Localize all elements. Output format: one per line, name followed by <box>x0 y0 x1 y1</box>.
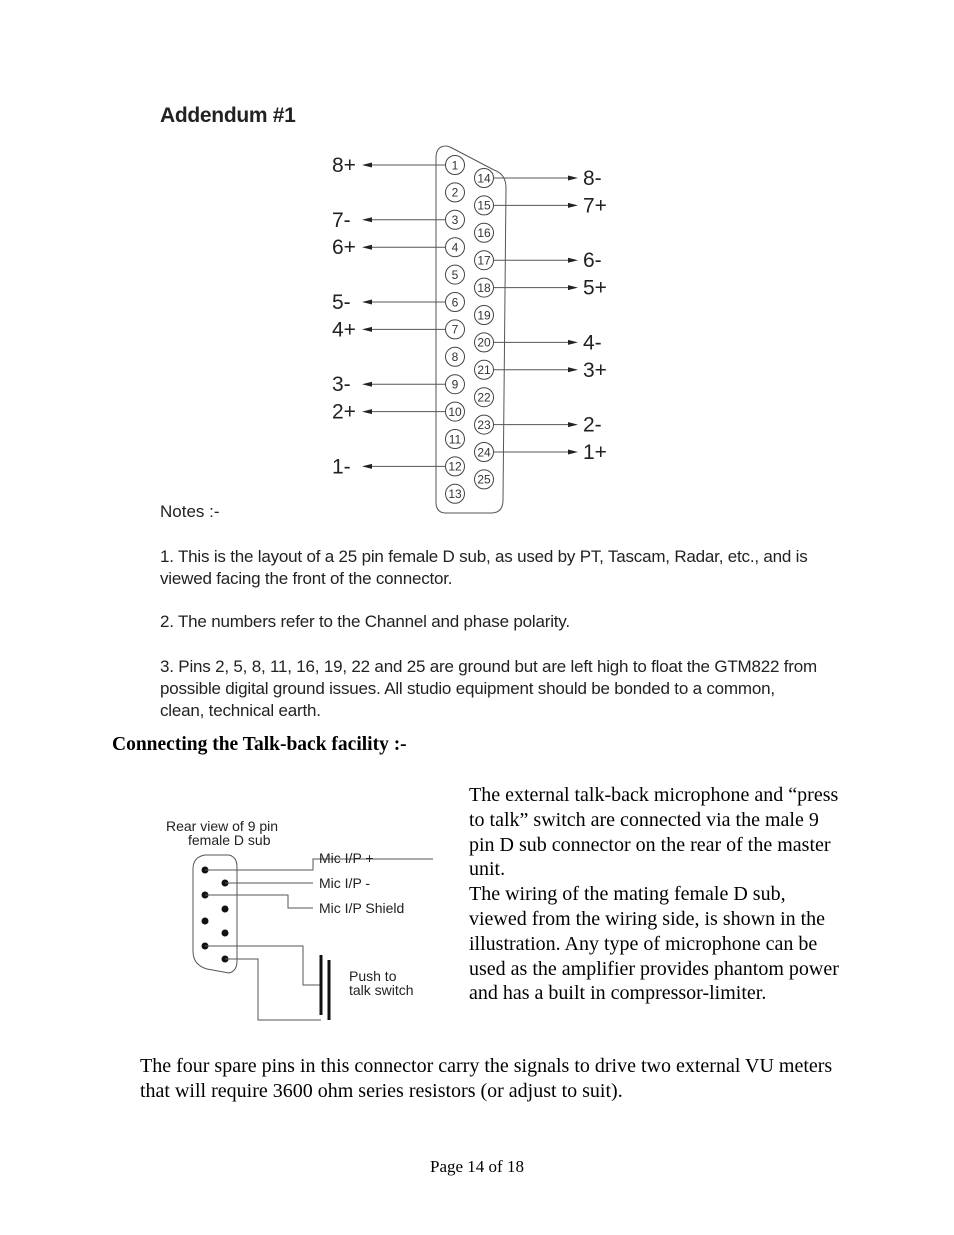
mic-minus-label: Mic I/P - <box>319 875 371 891</box>
pin-6 <box>446 293 465 312</box>
addendum-title: Addendum #1 <box>160 104 296 127</box>
channel-label-right <box>494 359 607 382</box>
channel-label: 4+ <box>332 318 356 342</box>
arrow-icon <box>568 285 578 290</box>
channel-label-left <box>332 318 446 341</box>
channel-label: 5+ <box>583 276 607 300</box>
channel-label: 5- <box>332 291 351 314</box>
pin-number: 13 <box>448 487 462 502</box>
channel-label-right <box>494 249 602 272</box>
channel-label-left <box>332 373 446 396</box>
arrow-icon <box>362 327 372 332</box>
pin-number: 17 <box>477 253 491 268</box>
pin-number: 18 <box>477 280 491 295</box>
pin-7 <box>446 320 465 339</box>
d9-pin <box>202 918 209 925</box>
pin-24 <box>475 443 494 462</box>
arrow-icon <box>362 464 372 469</box>
channel-label: 2+ <box>332 400 356 424</box>
ptt-label-line2: talk switch <box>349 982 414 998</box>
pin-19 <box>475 306 494 325</box>
d9-wire-ptt-a <box>205 946 321 985</box>
channel-label: 1+ <box>583 441 607 464</box>
channel-label-right <box>494 331 602 354</box>
pin-22 <box>475 388 494 407</box>
arrow-icon <box>362 245 372 250</box>
channel-label-right <box>494 167 602 190</box>
pin-number: 3 <box>451 213 459 228</box>
pin-number: 19 <box>477 308 491 323</box>
pin-10 <box>446 402 465 421</box>
pin-number: 25 <box>477 472 491 487</box>
dsub25-pinout-diagram <box>300 140 640 520</box>
channel-label: 6- <box>583 249 602 273</box>
arrow-icon <box>568 203 578 208</box>
pin-number: 16 <box>477 226 491 241</box>
pin-number: 14 <box>477 171 491 186</box>
pin-number: 24 <box>477 445 491 460</box>
pin-number: 6 <box>451 295 459 310</box>
arrow-icon <box>568 367 578 372</box>
pin-5 <box>446 265 465 284</box>
pin-number: 11 <box>448 432 462 447</box>
channel-label: 2- <box>583 413 602 437</box>
pin-25 <box>475 470 494 489</box>
pin-number: 15 <box>477 198 491 213</box>
pin-11 <box>446 430 465 449</box>
spare-pins-paragraph: The four spare pins in this connector carry the signals to drive two external VU meters that will require 3600 ohm series resistors (or adjust to suit). <box>140 1055 833 1102</box>
arrow-icon <box>362 300 372 305</box>
note-1: 1. This is the layout of a 25 pin female D sub, as used by PT, Tascam, Radar, etc., and is viewed facing the front of the connector. <box>160 547 808 588</box>
page-number: Page 14 of 18 <box>430 1157 524 1176</box>
talkback-heading: Connecting the Talk-back facility :- <box>112 734 407 755</box>
arrow-icon <box>362 163 372 168</box>
channel-label: 3+ <box>583 358 607 382</box>
pin-number: 8 <box>451 350 459 365</box>
pin-3 <box>446 210 465 229</box>
d9-shell <box>193 855 237 973</box>
pin-14 <box>475 169 494 188</box>
pin-number: 4 <box>451 240 459 255</box>
pin-16 <box>475 223 494 242</box>
channel-label-right <box>494 277 607 300</box>
pin-8 <box>446 347 465 366</box>
arrow-icon <box>362 382 372 387</box>
pin-number: 23 <box>477 417 491 432</box>
note-3: 3. Pins 2, 5, 8, 11, 16, 19, 22 and 25 are ground but are left high to float the GTM822 from possible digital ground issues. All studio equipment should be bonded to a common, clean, technical earth. <box>160 657 817 720</box>
d9-wire-ptt-b <box>225 959 321 1020</box>
pin-number: 12 <box>448 459 462 474</box>
dsub9-wiring-diagram <box>143 785 433 1050</box>
channel-label-right <box>494 441 607 464</box>
d9-pin <box>222 930 229 937</box>
d9-title-line2: female D sub <box>188 832 271 848</box>
arrow-icon <box>568 450 578 455</box>
channel-label-left <box>332 209 446 232</box>
pin-4 <box>446 238 465 257</box>
ptt-label-line1: Push to <box>349 968 397 984</box>
channel-label-right <box>494 414 602 437</box>
pin-17 <box>475 251 494 270</box>
pin-13 <box>446 484 465 503</box>
pin-number: 5 <box>451 267 459 282</box>
channel-label: 3- <box>332 373 351 397</box>
pin-number: 2 <box>451 185 459 200</box>
arrow-icon <box>568 258 578 263</box>
channel-label: 8- <box>583 167 602 190</box>
mic-shield-label: Mic I/P Shield <box>319 900 405 916</box>
pin-18 <box>475 278 494 297</box>
d9-wire-mic-shield <box>205 895 313 908</box>
pin-number: 1 <box>451 158 459 173</box>
channel-label-right <box>494 194 607 217</box>
notes-title: Notes :- <box>160 502 220 521</box>
pin-20 <box>475 333 494 352</box>
arrow-icon <box>568 340 578 345</box>
channel-label-left <box>332 401 446 424</box>
channel-label-left <box>332 154 446 177</box>
arrow-icon <box>362 217 372 222</box>
pin-number: 9 <box>451 377 459 392</box>
channel-label-left <box>332 455 446 478</box>
pin-number: 22 <box>477 390 491 405</box>
arrow-icon <box>568 422 578 427</box>
pin-1 <box>446 156 465 175</box>
pin-12 <box>446 457 465 476</box>
pin-21 <box>475 360 494 379</box>
arrow-icon <box>362 409 372 414</box>
d9-pin <box>222 906 229 913</box>
pin-number: 10 <box>448 404 462 419</box>
d9-title-line1: Rear view of 9 pin <box>166 818 279 834</box>
d9-pins-left <box>202 867 209 950</box>
channel-label: 7+ <box>583 194 607 218</box>
note-2: 2. The numbers refer to the Channel and phase polarity. <box>160 612 570 631</box>
talkback-description: The external talk-back microphone and “press to talk” switch are connected via the male 9 pin D sub connector on the rear of the master unit. The wiring of the mating female D sub, viewed from the wiring side, is shown in the illustration. Any type of microphone can be used as the amplifier provides phantom power and has a built in compressor-limiter. <box>469 784 839 1005</box>
arrow-icon <box>568 176 578 181</box>
mic-plus-label: Mic I/P + <box>319 850 374 866</box>
channel-label: 1- <box>332 455 351 479</box>
pin-23 <box>475 415 494 434</box>
pin-number: 20 <box>477 335 491 350</box>
channel-label-left <box>332 291 446 314</box>
pin-number: 7 <box>451 322 459 337</box>
pin-15 <box>475 196 494 215</box>
channel-label: 7- <box>332 208 351 232</box>
pin-number: 21 <box>477 363 491 378</box>
pin-2 <box>446 183 465 202</box>
channel-label: 8+ <box>332 154 356 177</box>
channel-label-left <box>332 236 446 259</box>
pin-9 <box>446 375 465 394</box>
channel-label: 4- <box>583 331 602 355</box>
d9-pins-right <box>222 880 229 963</box>
channel-label: 6+ <box>332 236 356 260</box>
